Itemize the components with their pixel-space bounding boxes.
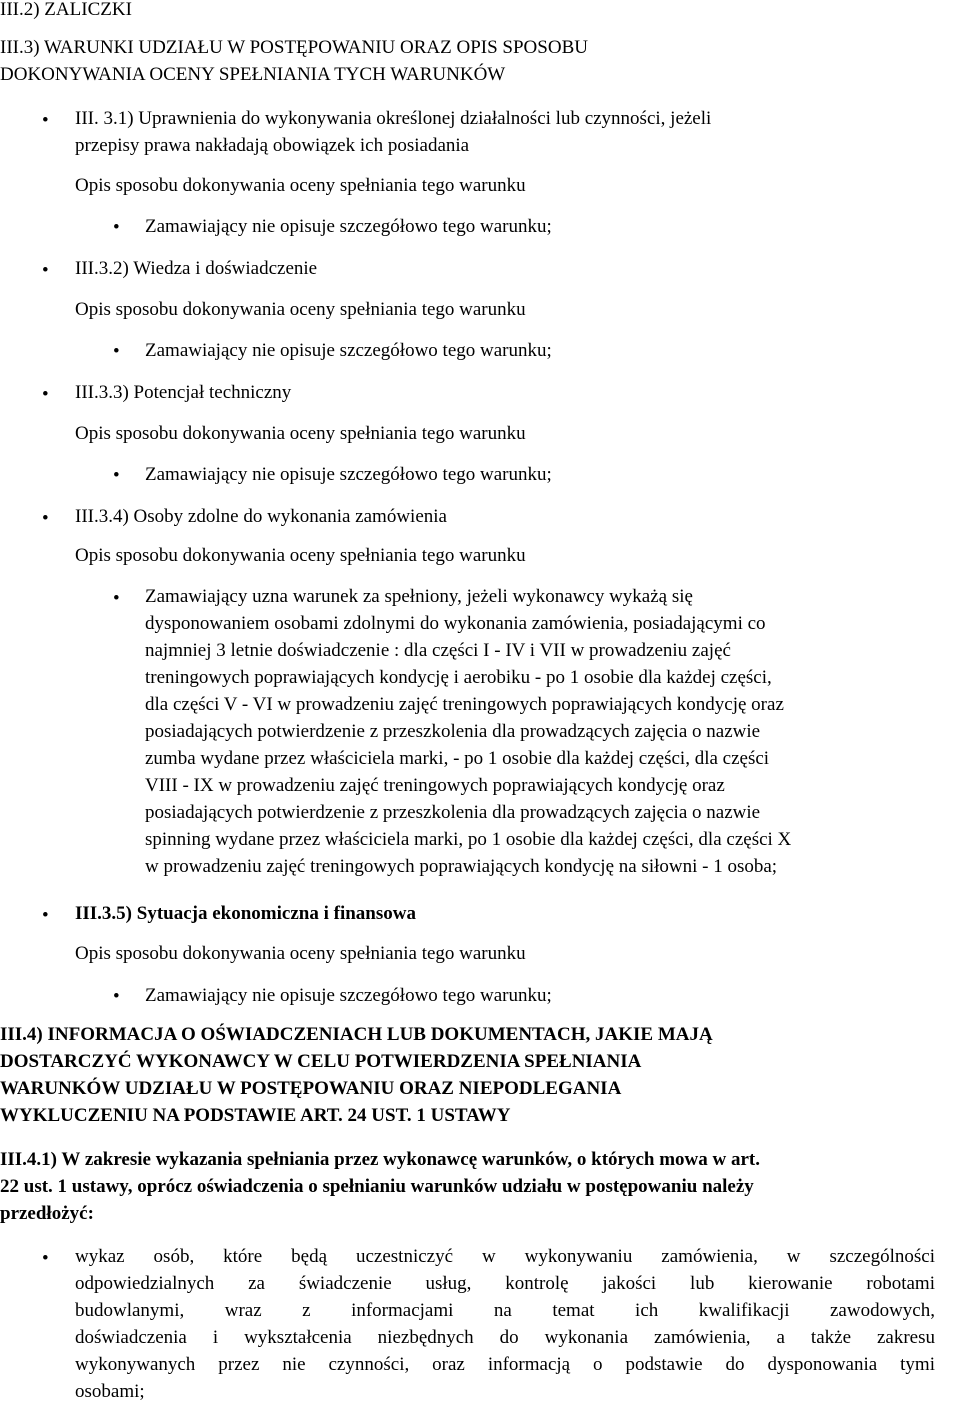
detail-line: posiadających potwierdzenie z przeszkolenia dla prowadzących zajęcia o nazwie: [145, 802, 761, 823]
section-heading-iii4-line2: DOSTARCZYĆ WYKONAWCY W CELU POTWIERDZENIA SPEŁNIANIA: [0, 1051, 642, 1072]
bullet-icon: •: [42, 508, 49, 529]
section-iii41-line2: 22 ust. 1 ustawy, oprócz oświadczenia o spełnianiu warunków udziału w postępowaniu należy: [0, 1176, 754, 1197]
item-iii31-title-line1: III. 3.1) Uprawnienia do wykonywania określonej działalności lub czynności, jeżeli: [75, 108, 712, 129]
bullet-icon: •: [113, 217, 120, 238]
wykaz-line: odpowiedzialnych za świadczenie usług, kontrolę jakości lub kierowanie robotami: [75, 1273, 935, 1294]
bullet-icon: •: [113, 465, 120, 486]
detail-line: zumba wydane przez właściciela marki, - po 1 osobie dla każdej części, dla części: [145, 748, 770, 769]
condition-note: Zamawiający nie opisuje szczegółowo tego warunku;: [145, 464, 552, 485]
bullet-icon: •: [42, 110, 49, 131]
detail-line: w prowadzeniu zajęć treningowych poprawiających kondycję na siłowni - 1 osoba;: [145, 856, 778, 877]
item-iii35-title: III.3.5) Sytuacja ekonomiczna i finansowa: [75, 903, 416, 924]
wykaz-line: wykonywanych przez nie czynności, oraz informacją o podstawie do dysponowania tymi: [75, 1354, 935, 1375]
opis-label: Opis sposobu dokonywania oceny spełniania tego warunku: [75, 943, 526, 964]
wykaz-line: doświadczenia i wykształcenia niezbędnych do wykonania zamówienia, a także zakresu: [75, 1327, 935, 1348]
bullet-icon: •: [42, 1248, 49, 1269]
section-heading-iii2: III.2) ZALICZKI: [0, 0, 132, 20]
bullet-icon: •: [42, 905, 49, 926]
detail-line: treningowych poprawiających kondycję i aerobiku - po 1 osobie dla każdej części,: [145, 667, 772, 688]
section-iii41-line1: III.4.1) W zakresie wykazania spełniania przez wykonawcę warunków, o których mowa w art.: [0, 1149, 761, 1170]
detail-line: spinning wydane przez właściciela marki, po 1 osobie dla każdej części, dla części X: [145, 829, 792, 850]
wykaz-line: osobami;: [75, 1381, 145, 1402]
opis-label: Opis sposobu dokonywania oceny spełniania tego warunku: [75, 423, 526, 444]
section-heading-iii4-line1: III.4) INFORMACJA O OŚWIADCZENIACH LUB DOKUMENTACH, JAKIE MAJĄ: [0, 1024, 713, 1045]
bullet-icon: •: [113, 986, 120, 1007]
detail-line: VIII - IX w prowadzeniu zajęć treningowych poprawiających kondycję oraz: [145, 775, 725, 796]
detail-line: dla części V - VI w prowadzeniu zajęć treningowych poprawiających kondycję oraz: [145, 694, 784, 715]
wykaz-line: budowlanymi, wraz z informacjami na temat ich kwalifikacji zawodowych,: [75, 1300, 935, 1321]
bullet-icon: •: [113, 341, 120, 362]
opis-label: Opis sposobu dokonywania oceny spełniania tego warunku: [75, 175, 526, 196]
section-iii41-line3: przedłożyć:: [0, 1203, 94, 1224]
condition-note: Zamawiający nie opisuje szczegółowo tego warunku;: [145, 985, 552, 1006]
detail-line: Zamawiający uzna warunek za spełniony, jeżeli wykonawcy wykażą się: [145, 586, 693, 607]
opis-label: Opis sposobu dokonywania oceny spełniania tego warunku: [75, 545, 526, 566]
wykaz-line: wykaz osób, które będą uczestniczyć w wykonywaniu zamówienia, w szczególności: [75, 1246, 935, 1267]
section-heading-iii3-line1: III.3) WARUNKI UDZIAŁU W POSTĘPOWANIU ORAZ OPIS SPOSOBU: [0, 37, 588, 58]
detail-line: dysponowaniem osobami zdolnymi do wykonania zamówienia, posiadającymi co: [145, 613, 766, 634]
item-iii33-title: III.3.3) Potencjał techniczny: [75, 382, 292, 403]
opis-label: Opis sposobu dokonywania oceny spełniania tego warunku: [75, 299, 526, 320]
bullet-icon: •: [42, 384, 49, 405]
section-heading-iii4-line4: WYKLUCZENIU NA PODSTAWIE ART. 24 UST. 1 USTAWY: [0, 1105, 511, 1126]
section-heading-iii3-line2: DOKONYWANIA OCENY SPEŁNIANIA TYCH WARUNKÓW: [0, 64, 506, 85]
detail-line: najmniej 3 letnie doświadczenie : dla części I - IV i VII w prowadzeniu zajęć: [145, 640, 731, 661]
section-heading-iii4-line3: WARUNKÓW UDZIAŁU W POSTĘPOWANIU ORAZ NIEPODLEGANIA: [0, 1078, 622, 1099]
bullet-icon: •: [42, 260, 49, 281]
condition-note: Zamawiający nie opisuje szczegółowo tego warunku;: [145, 340, 552, 361]
condition-note: Zamawiający nie opisuje szczegółowo tego warunku;: [145, 216, 552, 237]
item-iii34-title: III.3.4) Osoby zdolne do wykonania zamówienia: [75, 506, 447, 527]
detail-line: posiadających potwierdzenie z przeszkolenia dla prowadzących zajęcia o nazwie: [145, 721, 761, 742]
bullet-icon: •: [113, 588, 120, 609]
item-iii32-title: III.3.2) Wiedza i doświadczenie: [75, 258, 318, 279]
item-iii31-title-line2: przepisy prawa nakładają obowiązek ich posiadania: [75, 135, 470, 156]
